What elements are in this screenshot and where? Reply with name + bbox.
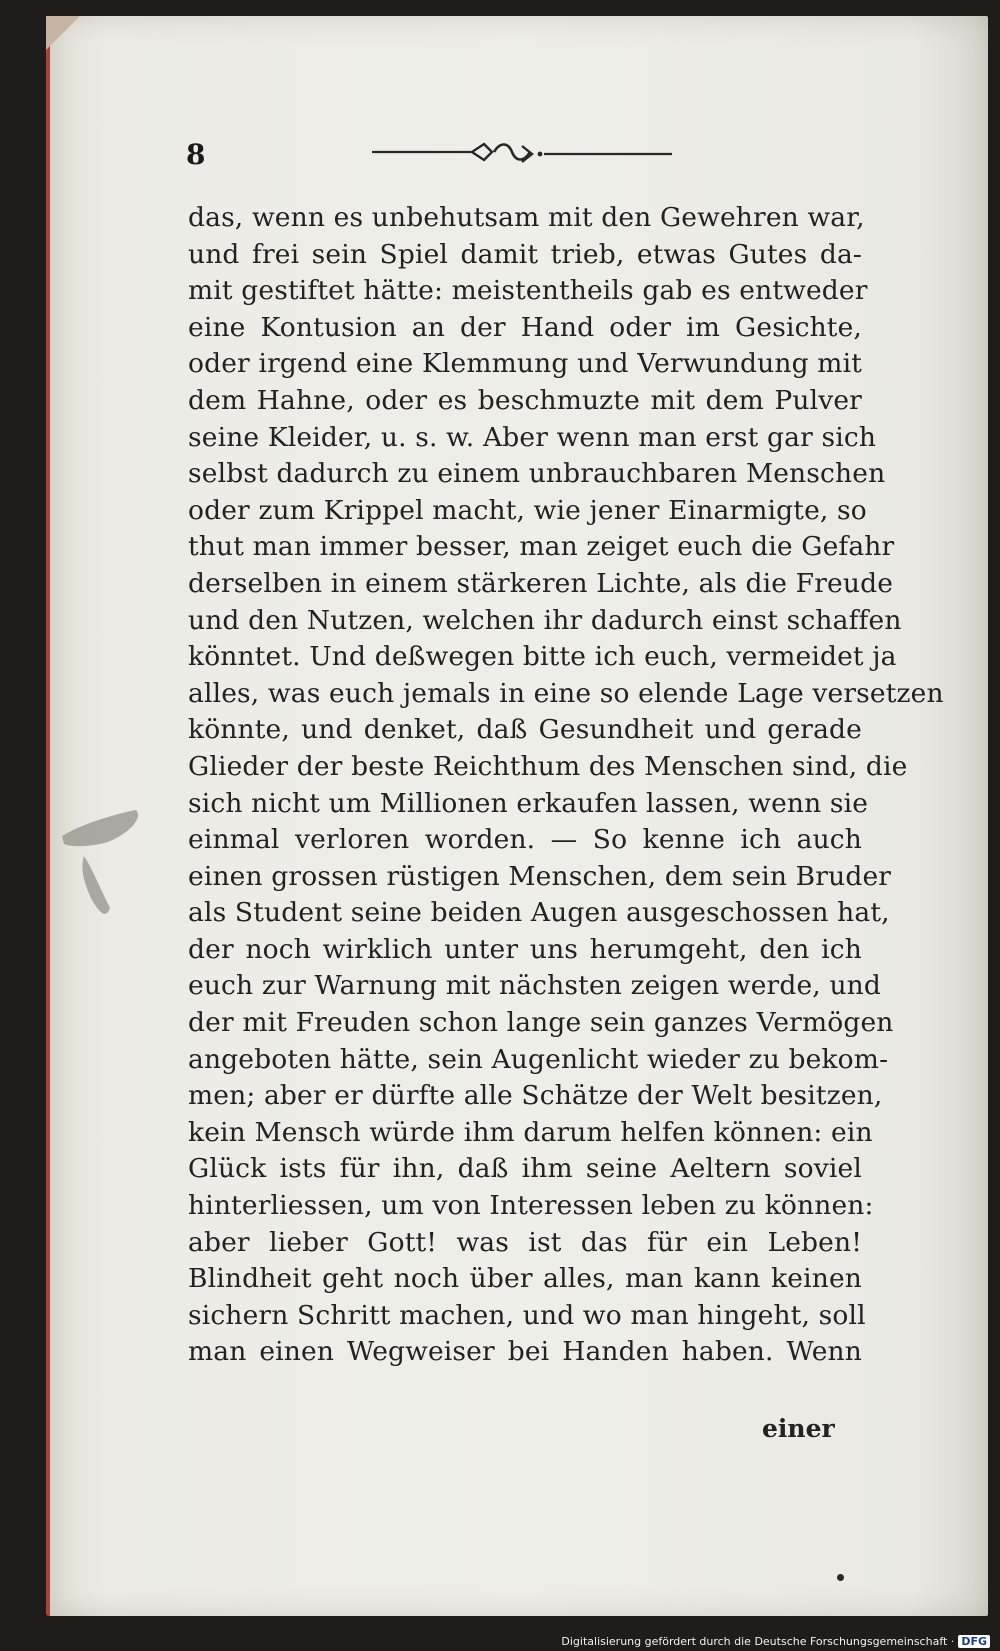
ink-stain xyxy=(58,808,148,938)
text-line: einmal verloren worden. — So kenne ich auch xyxy=(188,824,862,856)
page-number: 8 xyxy=(186,138,206,171)
folded-corner xyxy=(46,16,80,50)
header-ornament xyxy=(372,140,682,170)
text-line: oder irgend eine Klemmung und Verwundung mit xyxy=(188,348,862,380)
text-line: Glieder der beste Reichthum des Menschen sind, die xyxy=(188,750,908,782)
text-line: Blindheit geht noch über alles, man kann keinen xyxy=(188,1263,862,1295)
text-line: Glück ists für ihn, daß ihm seine Aeltern soviel xyxy=(188,1153,862,1185)
text-line: alles, was euch jemals in eine so elende Lage versetzen xyxy=(188,677,944,709)
text-line: kein Mensch würde ihm darum helfen können: ein xyxy=(188,1116,873,1148)
text-line: hinterliessen, um von Interessen leben zu können: xyxy=(188,1190,874,1222)
text-line: oder zum Krippel macht, wie jener Einarmigte, so xyxy=(188,494,867,526)
text-line: eine Kontusion an der Hand oder im Gesichte, xyxy=(188,311,862,343)
text-line: als Student seine beiden Augen ausgeschossen hat, xyxy=(188,897,890,929)
text-line: das, wenn es unbehutsam mit den Gewehren war, xyxy=(188,202,865,233)
text-line: selbst dadurch zu einem unbrauchbaren Menschen xyxy=(188,458,886,490)
text-line: seine Kleider, u. s. w. Aber wenn man erst gar sich xyxy=(188,421,877,453)
text-line: sichern Schritt machen, und wo man hingeht, soll xyxy=(188,1299,866,1331)
text-line: könnte, und denket, daß Gesundheit und gerade xyxy=(188,714,862,746)
credit-text: Digitalisierung gefördert durch die Deutsche Forschungsgemeinschaft · xyxy=(561,1635,955,1648)
digitization-credit xyxy=(561,1635,990,1648)
text-line: und den Nutzen, welchen ihr dadurch einst schaffen xyxy=(188,604,902,636)
text-line: angeboten hätte, sein Augenlicht wieder zu bekom- xyxy=(188,1043,889,1075)
text-line: man einen Wegweiser bei Handen haben. Wenn xyxy=(188,1336,862,1368)
text-line: sich nicht um Millionen erkaufen lassen, wenn sie xyxy=(188,787,869,819)
text-line: euch zur Warnung mit nächsten zeigen werde, und xyxy=(188,970,881,1002)
dfg-logo: DFG xyxy=(958,1635,990,1648)
text-line: aber lieber Gott! was ist das für ein Leben! xyxy=(188,1226,862,1258)
text-line: men; aber er dürfte alle Schätze der Welt besitzen, xyxy=(188,1080,883,1112)
text-line: mit gestiftet hätte: meistentheils gab es entweder xyxy=(188,275,868,307)
page-dot xyxy=(837,1574,844,1581)
text-line: und frei sein Spiel damit trieb, etwas Gutes da- xyxy=(188,238,862,270)
text-line: könntet. Und deßwegen bitte ich euch, vermeidet ja xyxy=(188,641,897,673)
text-line: dem Hahne, oder es beschmuzte mit dem Pulver xyxy=(188,384,862,416)
text-line: der mit Freuden schon lange sein ganzes Vermögen xyxy=(188,1007,894,1039)
text-line: thut man immer besser, man zeiget euch die Gefahr xyxy=(188,531,895,563)
body-text xyxy=(188,200,944,1371)
text-line: derselben in einem stärkeren Lichte, als die Freude xyxy=(188,567,894,599)
text-line: einen grossen rüstigen Menschen, dem sein Bruder xyxy=(188,860,892,892)
catchword: einer xyxy=(762,1414,835,1443)
text-line: der noch wirklich unter uns herumgeht, den ich xyxy=(188,933,862,965)
